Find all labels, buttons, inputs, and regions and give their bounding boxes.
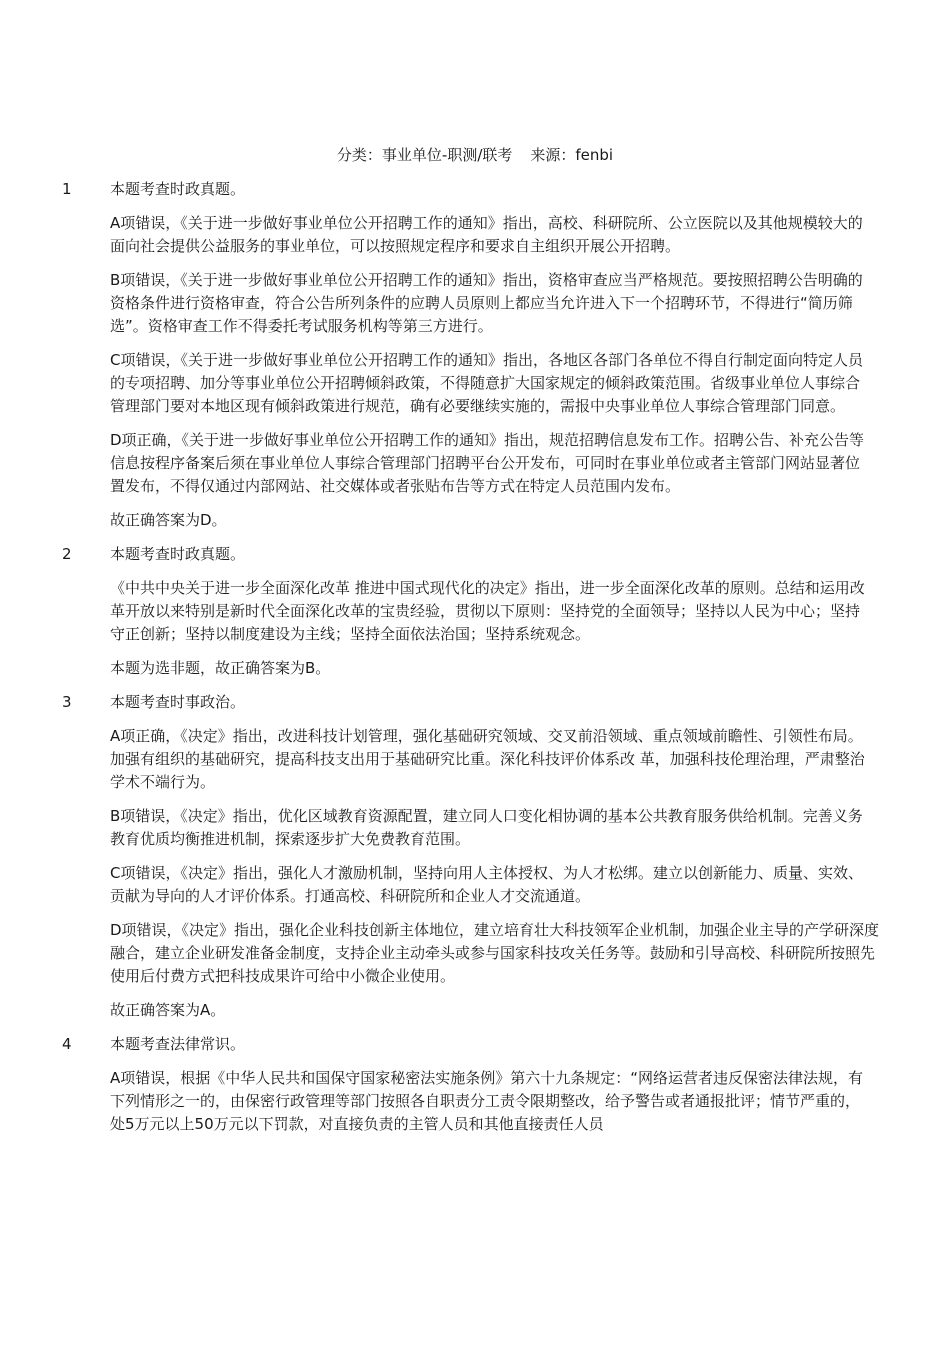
question-number: 2 <box>62 545 72 563</box>
answer-lead: 本题考查时事政治。 <box>110 693 246 711</box>
answer-paragraph: B项错误，《关于进一步做好事业单位公开招聘工作的通知》指出，资格审查应当严格规范。要按照招聘公告明确的资格条件进行资格审查，符合公告所列条件的应聘人员原则上都应当允许进入下一个招聘环节，不得进行“简历筛选”。资格审查工作不得委托考试服务机构等第三方进行。 <box>110 271 863 335</box>
answer-item <box>0 1033 950 1136</box>
answer-body <box>110 178 870 532</box>
answer-conclusion: 故正确答案为D。 <box>110 511 227 529</box>
answer-lead: 本题考查时政真题。 <box>110 545 246 563</box>
answer-paragraph: A项正确，《决定》指出，改进科技计划管理，强化基础研究领域、交叉前沿领域、重点领域前瞻性、引领性布局。加强有组织的基础研究，提高科技支出用于基础研究比重。深化科技评价体系改 革，加强科技伦理治理，严肃整治学术不端行为。 <box>110 727 865 791</box>
answer-body <box>110 1033 870 1136</box>
question-number: 3 <box>62 693 72 711</box>
answer-paragraph: B项错误，《决定》指出，优化区域教育资源配置，建立同人口变化相协调的基本公共教育服务供给机制。完善义务教育优质均衡推进机制，探索逐步扩大免费教育范围。 <box>110 807 863 848</box>
answer-paragraph: A项错误，《关于进一步做好事业单位公开招聘工作的通知》指出，高校、科研院所、公立医院以及其他规模较大的面向社会提供公益服务的事业单位，可以按照规定程序和要求自主组织开展公开招聘。 <box>110 214 863 255</box>
question-number: 4 <box>62 1035 72 1053</box>
answer-item <box>0 178 950 532</box>
answer-lead: 本题考查时政真题。 <box>110 180 246 198</box>
question-number: 1 <box>62 180 72 198</box>
category-label: 分类：事业单位-职测/联考 <box>336 146 513 164</box>
answer-paragraph: 《中共中央关于进一步全面深化改革 推进中国式现代化的决定》指出，进一步全面深化改革的原则。总结和运用改革开放以来特别是新时代全面深化改革的宝贵经验，贯彻以下原则：坚持党的全面领导；坚持以人民为中心；坚持守正创新；坚持以制度建设为主线；坚持全面依法治国；坚持系统观念。 <box>110 579 865 643</box>
answer-paragraph: A项错误，根据《中华人民共和国保守国家秘密法实施条例》第六十九条规定：“网络运营者违反保密法律法规，有下列情形之一的，由保密行政管理等部门按照各自职责分工责令限期整改，给予警告或者通报批评；情节严重的，处5万元以上50万元以下罚款，对直接负责的主管人员和其他直接责任人员 <box>110 1069 864 1133</box>
answer-list <box>0 178 950 1147</box>
answer-lead: 本题考查法律常识。 <box>110 1035 246 1053</box>
answer-paragraph: D项错误，《决定》指出，强化企业科技创新主体地位，建立培育壮大科技领军企业机制，加强企业主导的产学研深度融合，建立企业研发准备金制度，支持企业主动牵头或参与国家科技攻关任务等。鼓励和引导高校、科研院所按照先使用后付费方式把科技成果许可给中小微企业使用。 <box>110 921 880 985</box>
answer-paragraph: C项错误，《决定》指出，强化人才激励机制，坚持向用人主体授权、为人才松绑。建立以创新能力、质量、实效、贡献为导向的人才评价体系。打通高校、科研院所和企业人才交流通道。 <box>110 864 863 905</box>
answer-conclusion: 故正确答案为A。 <box>110 1001 226 1019</box>
answer-paragraph: D项正确，《关于进一步做好事业单位公开招聘工作的通知》指出，规范招聘信息发布工作。招聘公告、补充公告等信息按程序备案后须在事业单位人事综合管理部门招聘平台公开发布，可同时在事业单位或者主管部门网站显著位置发布，不得仅通过内部网站、社交媒体或者张贴布告等方式在特定人员范围内发布。 <box>110 431 865 495</box>
source-label: 来源：fenbi <box>530 146 614 164</box>
document-header <box>0 144 950 166</box>
answer-item <box>0 543 950 680</box>
answer-body <box>110 691 880 1022</box>
answer-body <box>110 543 870 680</box>
answer-paragraph: C项错误，《关于进一步做好事业单位公开招聘工作的通知》指出，各地区各部门各单位不得自行制定面向特定人员的专项招聘、加分等事业单位公开招聘倾斜政策，不得随意扩大国家规定的倾斜政策范围。省级事业单位人事综合管理部门要对本地区现有倾斜政策进行规范，确有必要继续实施的，需报中央事业单位人事综合管理部门同意。 <box>110 351 863 415</box>
answer-conclusion: 本题为选非题，故正确答案为B。 <box>110 659 331 677</box>
answer-item <box>0 691 950 1022</box>
